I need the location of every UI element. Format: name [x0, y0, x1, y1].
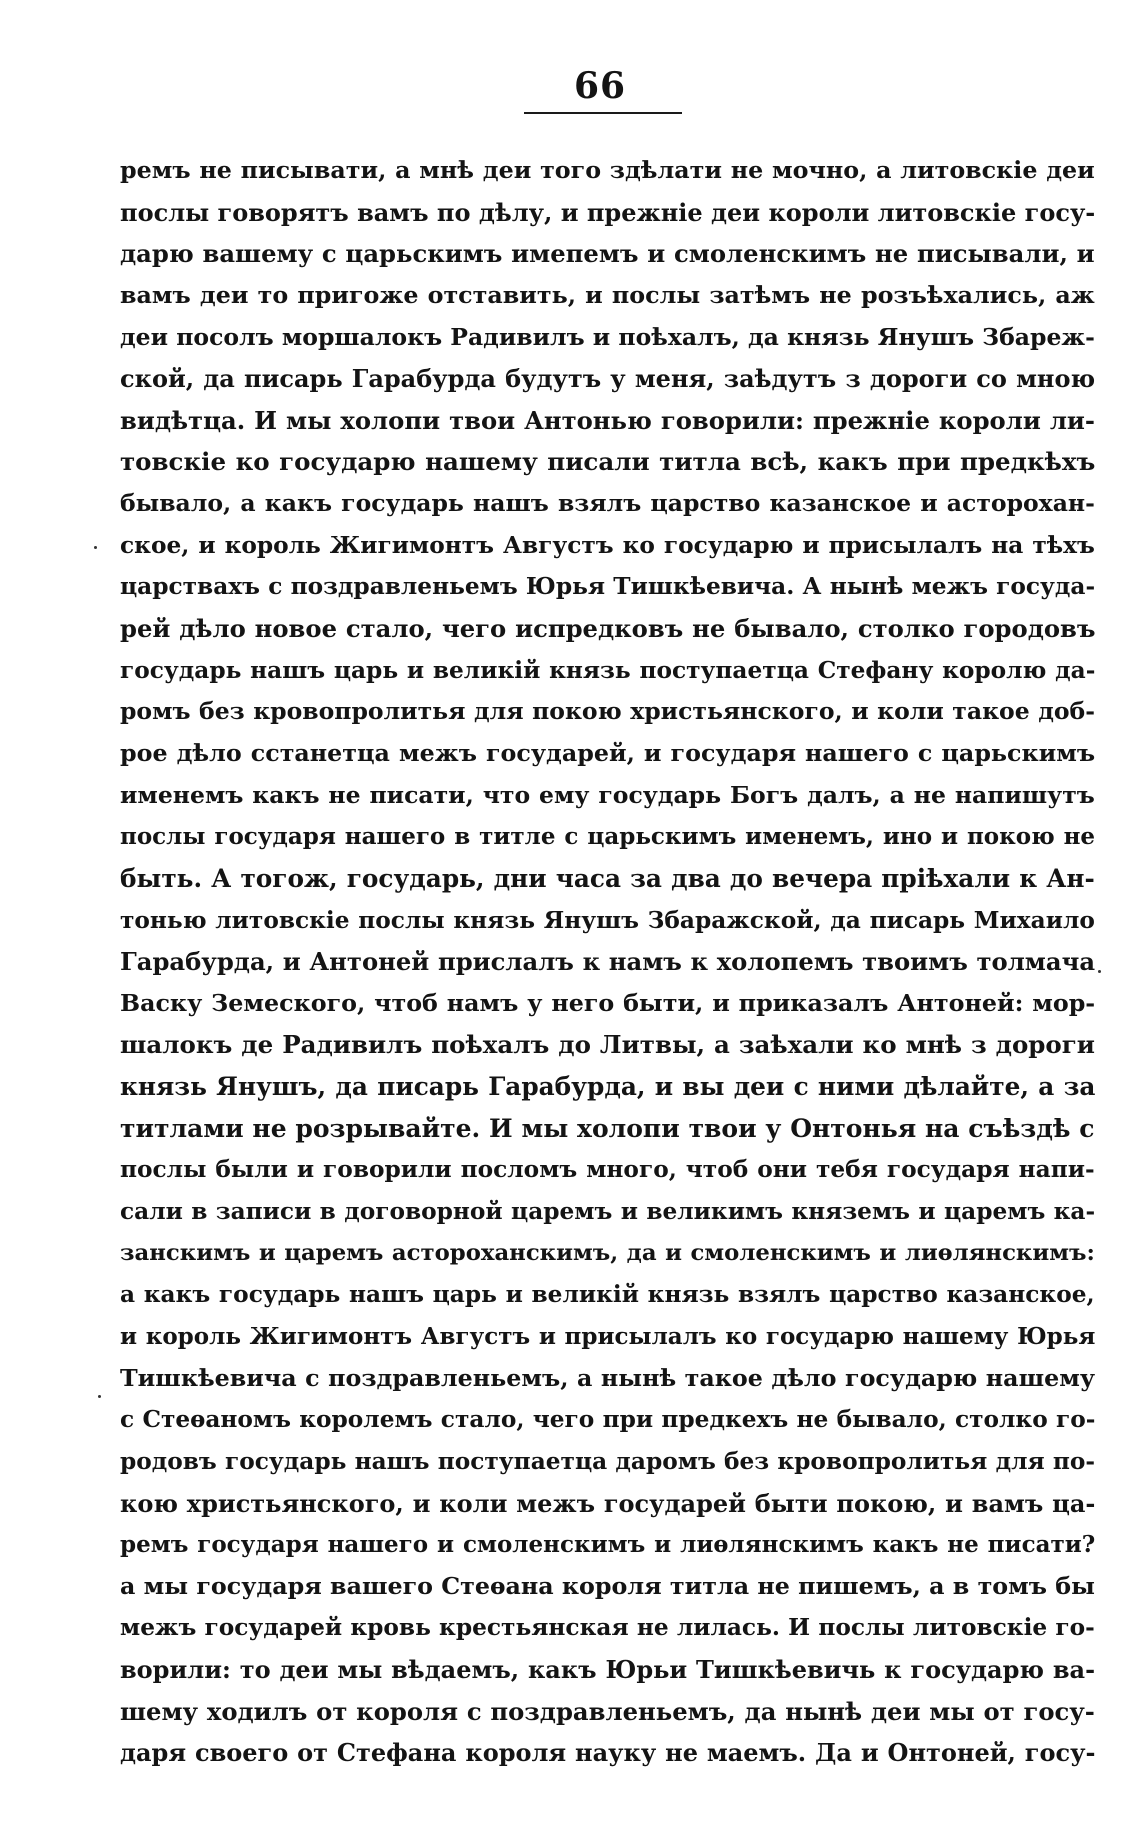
- text-line: именемъ какъ не писати, что ему государь Богъ далъ, а не напишутъ: [120, 780, 1095, 809]
- text-line: ское, и король Жигимонтъ Августъ ко государю и присылалъ на тѣхъ: [120, 531, 1095, 559]
- text-line: государь нашъ царь и великій князь поступаетца Стефану королю да-: [120, 656, 1095, 684]
- text-line: рое дѣло сстанетца межъ государей, и государя нашего с царьскимъ: [120, 738, 1095, 767]
- text-line: Васку Земеского, чтоб намъ у него быти, и приказалъ Антоней: мор-: [120, 988, 1095, 1017]
- text-line: с Стеѳаномъ королемъ стало, чего при предкехъ не бывало, столко го-: [120, 1406, 1095, 1434]
- text-line: занскимъ и царемъ астороханскимъ, да и смоленскимъ и лиѳлянскимъ:: [120, 1239, 1095, 1266]
- text-line: товскіе ко государю нашему писали титла всѣ, какъ при предкѣхъ: [120, 447, 1095, 477]
- text-line: Тишкѣевича с поздравленьемъ, а нынѣ такое дѣло государю нашему: [120, 1363, 1095, 1392]
- text-line: даря своего от Стефана короля науку не маемъ. Да и Онтоней, госу-: [120, 1738, 1095, 1768]
- text-line: царствахъ с поздравленьемъ Юрья Тишкѣевича. А нынѣ межъ госуда-: [120, 573, 1095, 601]
- text-line: послы говорятъ вамъ по дѣлу, и прежніе деи короли литовскіе госу-: [120, 197, 1095, 227]
- text-line: видѣтца. И мы холопи твои Антонью говорили: прежніе короли ли-: [120, 405, 1095, 435]
- text-line: а какъ государь нашъ царь и великій князь взялъ царство казанское,: [120, 1281, 1095, 1309]
- text-line: и король Жигимонтъ Августъ и присылалъ ко государю нашему Юрья: [120, 1322, 1095, 1350]
- text-line: шалокъ де Радивилъ поѣхалъ до Литвы, а заѣхали ко мнѣ з дороги: [120, 1030, 1095, 1060]
- text-line: ремъ государя нашего и смоленскимъ и лиѳлянскимъ какъ не писати?: [120, 1531, 1095, 1559]
- text-line: титлами не розрывайте. И мы холопи твои у Онтонья на съѣздѣ с: [120, 1113, 1095, 1143]
- text-line: ромъ без кровопролитья для покою христьянского, и коли такое доб-: [120, 697, 1095, 726]
- text-line: ворили: то деи мы вѣдаемъ, какъ Юрьи Тишкѣевичь к государю ва-: [120, 1655, 1095, 1685]
- text-line: быть. А тогож, государь, дни часа за два до вечера пріѣхали к Ан-: [120, 863, 1095, 893]
- text-line: деи посолъ моршалокъ Радивилъ и поѣхалъ, да князь Янушъ Збареж-: [120, 322, 1095, 351]
- page-number: 66: [573, 65, 627, 107]
- text-line: дарю вашему с царьскимъ имепемъ и смоленскимъ не писывали, и: [120, 239, 1095, 269]
- text-line: родовъ государь нашъ поступаетца даромъ без кровопролитья для по-: [120, 1447, 1095, 1475]
- text-line: шему ходилъ от короля с поздравленьемъ, да нынѣ деи мы от госу-: [120, 1696, 1095, 1726]
- text-line: князь Янушъ, да писарь Гарабурда, и вы деи с ними дѣлайте, а за: [120, 1072, 1095, 1102]
- text-line: бывало, а какъ государь нашъ взялъ царство казанское и асторохан-: [120, 489, 1095, 518]
- print-speck: [94, 546, 97, 549]
- text-line: ремъ не писывати, а мнѣ деи того здѣлати не мочно, а литовскіе деи: [120, 156, 1095, 184]
- text-line: послы были и говорили посломъ много, чтоб они тебя государя напи-: [120, 1156, 1095, 1184]
- text-line: Гарабурда, и Антоней прислалъ к намъ к холопемъ твоимъ толмача: [120, 947, 1095, 977]
- text-line: рей дѣло новое стало, чего испредковъ не бывало, столко городовъ: [120, 614, 1095, 644]
- text-line: кою христьянского, и коли межъ государей быти покою, и вамъ ца-: [120, 1488, 1095, 1518]
- text-line: тонью литовскіе послы князь Янушъ Збаражской, да писарь Михаило: [120, 906, 1095, 934]
- text-line: сали в записи в договорной царемъ и великимъ княземъ и царемъ ка-: [120, 1198, 1095, 1226]
- text-line: вамъ деи то пригоже отставить, и послы затѣмъ не розъѣхались, аж: [120, 280, 1095, 309]
- text-line: межъ государей кровь крестьянская не лилась. И послы литовскіе го-: [120, 1614, 1095, 1642]
- print-speck: [1098, 970, 1101, 973]
- text-line: послы государя нашего в титле с царьскимъ именемъ, ино и покою не: [120, 823, 1095, 851]
- body-text: [120, 150, 1095, 1774]
- text-line: ской, да писарь Гарабурда будутъ у меня, заѣдутъ з дороги со мною: [120, 364, 1095, 394]
- page-number-rule: [524, 112, 682, 114]
- print-speck: [98, 1395, 101, 1398]
- text-line: а мы государя вашего Стеѳана короля титла не пишемъ, а в томъ бы: [120, 1571, 1095, 1600]
